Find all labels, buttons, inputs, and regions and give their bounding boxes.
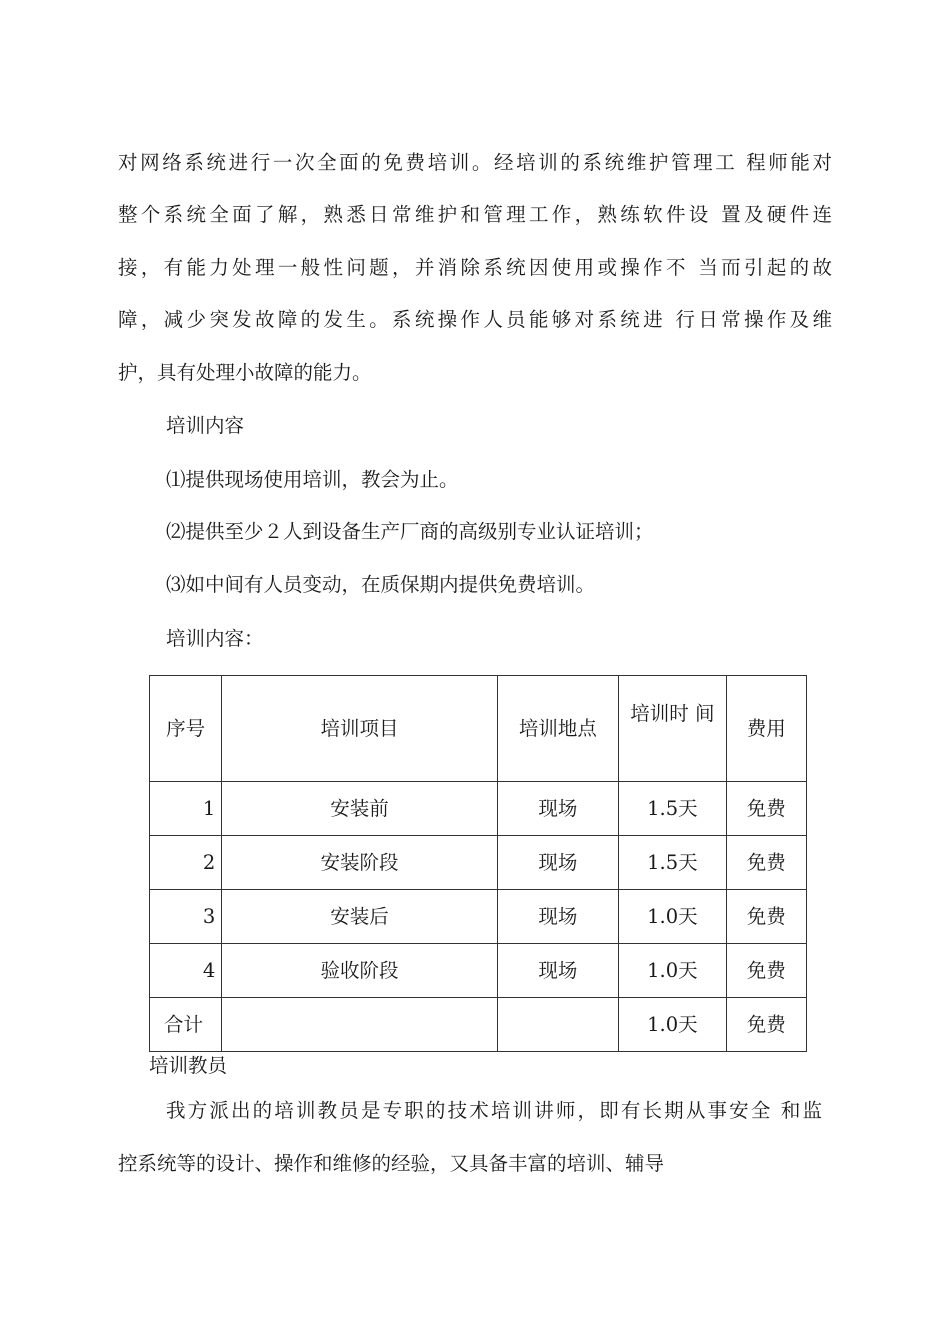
training-schedule-table <box>149 675 807 1052</box>
header-location: 培训地点 <box>497 676 619 782</box>
paragraph-1-line-1: 对网络系统进行一次全面的免费培训。经培训的系统维护管理工 程师能对 <box>118 151 832 174</box>
list-item-2: ⑵提供至少２人到设备生产厂商的高级别专业认证培训； <box>166 520 654 543</box>
paragraph-2-line-2: 控系统等的设计、操作和维修的经验，又具备丰富的培训、辅导 <box>118 1152 665 1175</box>
cell-index: 2 <box>150 836 222 890</box>
paragraph-1-line-5: 护，具有处理小故障的能力。 <box>118 361 372 384</box>
cell-index: 3 <box>150 890 222 944</box>
table-row <box>150 944 807 998</box>
table-header-row <box>150 676 807 782</box>
table-row-total <box>150 998 807 1052</box>
heading-training-content: 培训内容 <box>166 414 245 437</box>
cell-location: 现场 <box>497 890 619 944</box>
cell-duration: 1.5天 <box>619 836 726 890</box>
table-row <box>150 782 807 836</box>
cell-item: 安装阶段 <box>222 836 497 890</box>
cell-location: 现场 <box>497 782 619 836</box>
cell-duration: 1.0天 <box>619 998 726 1052</box>
cell-fee: 免费 <box>726 836 806 890</box>
cell-item: 验收阶段 <box>222 944 497 998</box>
cell-location: 现场 <box>497 836 619 890</box>
cell-item <box>222 998 497 1052</box>
header-index: 序号 <box>150 676 222 782</box>
cell-fee: 免费 <box>726 890 806 944</box>
paragraph-1-line-4: 障，减少突发故障的发生。系统操作人员能够对系统进 行日常操作及维 <box>118 308 832 331</box>
cell-location: 现场 <box>497 944 619 998</box>
cell-duration: 1.0天 <box>619 890 726 944</box>
paragraph-1-line-2: 整个系统全面了解，熟悉日常维护和管理工作，熟练软件设 置及硬件连 <box>118 203 832 226</box>
heading-trainer: 培训教员 <box>149 1054 228 1077</box>
cell-fee: 免费 <box>726 998 806 1052</box>
header-item: 培训项目 <box>222 676 497 782</box>
cell-fee: 免费 <box>726 782 806 836</box>
header-fee: 费用 <box>726 676 806 782</box>
list-item-3: ⑶如中间有人员变动，在质保期内提供免费培训。 <box>166 573 596 596</box>
cell-index: 4 <box>150 944 222 998</box>
cell-index: 1 <box>150 782 222 836</box>
table-row <box>150 890 807 944</box>
cell-duration: 1.0天 <box>619 944 726 998</box>
paragraph-2-line-1: 我方派出的培训教员是专职的技术培训讲师，即有长期从事安全 和监 <box>166 1099 822 1122</box>
heading-training-content-2: 培训内容： <box>166 627 264 650</box>
cell-total-label: 合计 <box>150 998 222 1052</box>
cell-item: 安装后 <box>222 890 497 944</box>
paragraph-1-line-3: 接，有能力处理一般性问题，并消除系统因使用或操作不 当而引起的故 <box>118 256 832 279</box>
cell-location <box>497 998 619 1052</box>
cell-fee: 免费 <box>726 944 806 998</box>
table-row <box>150 836 807 890</box>
list-item-1: ⑴提供现场使用培训，教会为止。 <box>166 468 459 491</box>
header-duration: 培训时 间 <box>619 676 726 782</box>
cell-item: 安装前 <box>222 782 497 836</box>
cell-duration: 1.5天 <box>619 782 726 836</box>
